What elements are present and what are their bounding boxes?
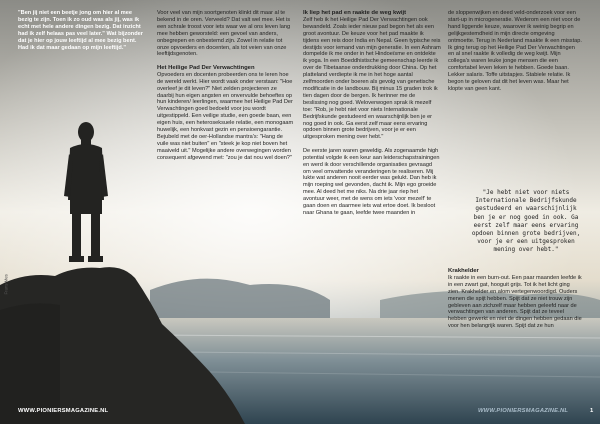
pull-quote: "Je hebt niet voor niets Internationale Bedrijfskunde gestudeerd en waarschijnlijk ben je er nog goed in ook. Ga eerst zelf maar eens ervaring opdoen binnen grote bedrijven, voor je er een uitgesproken mening over hebt.": [471, 189, 581, 254]
paragraph: Opvoeders en docenten probeerden ons te leren hoe de wereld werkt. Hier wordt vaak onder verstaan: "Hoe overleef je dit leven?" Niet zelden projecteren ze daarbij hun eigen angsten en onvervulde behoeftes op hun kinderen/ leerlingen, waarmee het Heilige Pad Der Verwachtingen goed bedoeld voor jou wordt uitgestippeld. Een veilige studie, een goede baan, een eigen huis, een heteroseksuele relatie, een monogaam huwelijk, een honkvast gezin en pensioengarantie. Bejubeld met de oer-Hollandse mantra's: "Hang de vuile was niet buiten" en "steek je kop niet boven het maaiveld uit." Mogelijke andere overwegingen worden consequent afgewend met: "zou je dat nou wel doen?": [157, 71, 294, 161]
article-column-2: [303, 10, 441, 223]
section-heading: Krakhelder: [448, 268, 479, 274]
footer-url-right[interactable]: WWW.PIONIERSMAGAZINE.NL: [478, 408, 569, 414]
article-column-3-continued: [448, 268, 582, 337]
section-heading: Het Heilige Pad Der Verwachtingen: [157, 64, 255, 71]
paragraph: Zelf heb ik het Heilige Pad Der Verwachtingen ook bewandeld. Zoals ieder nieuw pad begon het als een groot avontuur. De keuze voor het pad maakte ik tijdens een reis door India en Nepal. Geen typische reis destijds voor iemand van mijn generatie. In een Ashram dompelde ik me onder in het Hindoeïsme en ontdekte ik yoga. In een Boeddhistische gemeenschap leerde ik over de Tibetaanse onderdrukking door China. Op het platteland verdiepte ik me in het hoge aantal zelfmoorden onder boeren als gevolg van genetische modificatie in de landbouw. Bij minus 15 graden trok ik tien dagen door de bergen. Ik herinner me de beslissing nog goed. Weloverwogen sprak ik mezelf toe: "Rob, je hebt niet voor niets Internationale Bedrijfskunde gestudeerd en waarschijnlijk ben je er nog goed in ook. Ga eerst zelf maar eens ervaring opdoen binnen grote bedrijven, voor je er een uitgesproken mening over hebt.": [303, 16, 441, 141]
paragraph: Ik raakte in een burn-out. Een paar maanden leefde ik in een zwart gat, hooguit grijs. Tot ik het licht ging zien. Krakhelder en alom vertegenwoordigd. Ouders menen die spijt hebben. Spijt dat ze niet trouw zijn gebleven aan zichzelf maar hebben geleefd naar de verwachtingen van anderen. Spijt dat ze teveel hebben gewerkt en niet de dingen hebben gedaan die voor hen belangrijk waren. Spijt dat ze hun: [448, 274, 582, 330]
paragraph: De eerste jaren waren geweldig. Als zogenaamde high potential volgde ik een keur aan leiderschapstrainingen en werd ik door verschillende organisaties gevraagd om veel omvattende veranderingen te realiseren. Mij lukte wat anderen nooit eerder was gelukt. Dan heb ik mijn roeping wel gevonden, dacht ik. Mijn ego groeide mee. Al deed het me niks. Na drie jaar riep het avontuur weer, met de wens om iets 'voor mezelf' te gaan doen en daarmee iets wat ertoe doet. Ik besloot naar Ghana te gaan, leefde twee maanden in: [303, 147, 440, 216]
photo-credit: Frans Mes: [3, 274, 9, 295]
paragraph: de sloppenwijken en deed veld-onderzoek voor een start-up in microgeneratie. Wederom een niet voor de hand liggende keuze, waarover ik weinig begrip en gelijkgestemdheid in mijn directe omgeving ontmoette. Terug in Nederland maakte ik een misstap. Ik ging terug op het Heilige Pad Der Verwachtingen en al snel raakte ik volledig de weg kwijt. Mijn collega's waren leuke jonge mensen die een comfortabel leven leken te hebben. Goede baan. Lekker salaris. Toffe uitstapjes. Stabiele relatie. Ik begon te geloven dat dit het leven was. Maar het klopte van geen kant.: [448, 10, 582, 92]
article-column-1: [157, 10, 295, 168]
page-number: 1: [590, 408, 594, 414]
footer-url-left[interactable]: WWW.PIONIERSMAGAZINE.NL: [18, 408, 109, 414]
intro-column: [18, 10, 146, 58]
intro-lead: "Ben jij niet een beetje jong om hier al mee bezig te zijn. Toen ik zo oud was als jij, was ik echt met hele andere dingen bezig. Dat inzicht had ik zelf helaas pas veel later." Wat bijzonder dat je hier op jouw leeftijd al mee bezig bent. Had ik dat maar gedaan op mijn leeftijd.": [18, 10, 143, 51]
article-column-3: [448, 10, 582, 99]
section-heading: Ik liep het pad en raakte de weg kwijt: [303, 10, 407, 16]
paragraph: Voor veel van mijn soortgenoten klinkt dit maar al te bekend in de oren. Verveeld? Dat valt wel mee. Het is een schrale troost voor iets waar we al ons leven lang mee hebben geworsteld: een gevoel van anders, onbegrepen en onbestemd zijn. Zowel in relatie tot onze opvoeders en docenten, als tot veien van onze leeftijdsgenoten.: [157, 10, 291, 58]
